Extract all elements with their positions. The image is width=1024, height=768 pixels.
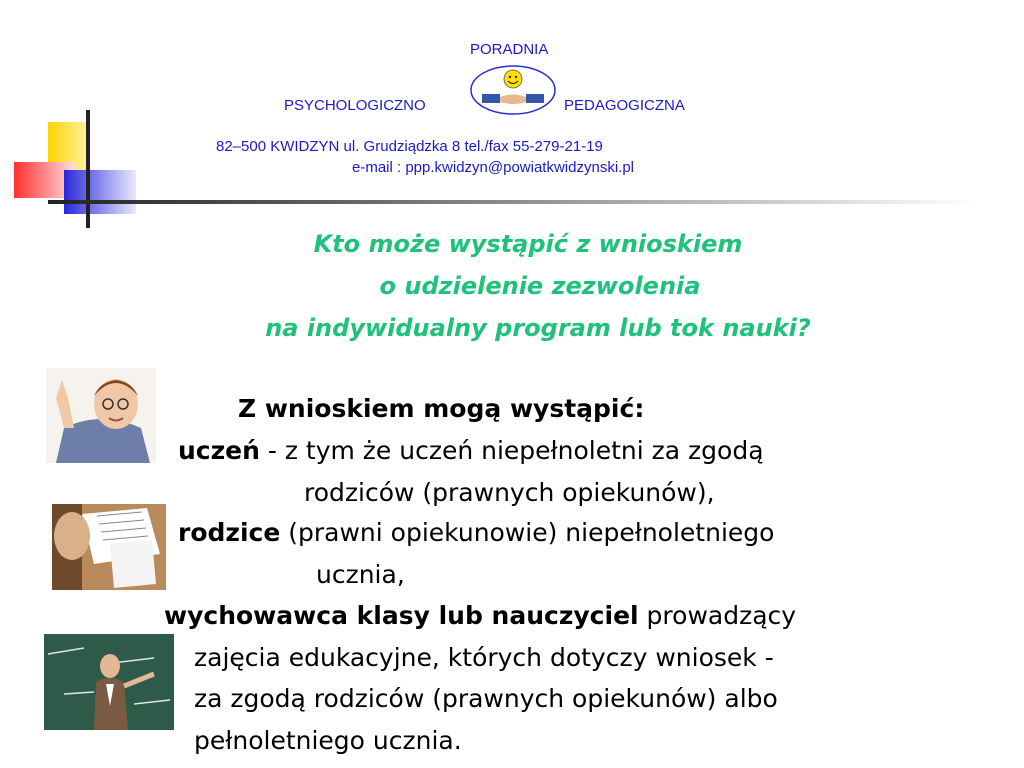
list-item-uczen — [178, 436, 764, 465]
content-heading: Z wnioskiem mogą wystąpić: — [238, 394, 645, 423]
item3-bold: wychowawca klasy lub nauczyciel — [164, 601, 639, 630]
item3-continuation-3: pełnoletniego ucznia. — [194, 726, 462, 755]
parents-reading-photo — [52, 504, 166, 590]
item3-text: prowadzący — [638, 601, 797, 630]
item2-continuation: ucznia, — [316, 560, 405, 589]
list-item-rodzice — [178, 518, 774, 547]
header-address: 82–500 KWIDZYN ul. Grudziądzka 8 tel./fax 55-279-21-19 — [216, 138, 603, 155]
title-line2: o udzielenie zezwolenia — [379, 272, 701, 300]
header-left-word: PSYCHOLOGICZNO — [284, 97, 426, 114]
item2-bold: rodzice — [178, 518, 281, 547]
title-line1: Kto może wystąpić z wnioskiem — [313, 230, 743, 258]
teacher-photo — [44, 634, 174, 730]
item1-bold: uczeń — [178, 436, 260, 465]
title-line3: na indywidualny program lub tok nauki? — [265, 314, 811, 342]
header-line1: PORADNIA — [470, 41, 549, 58]
item1-continuation: rodziców (prawnych opiekunów), — [304, 478, 715, 507]
item3-continuation-2: za zgodą rodziców (prawnych opiekunów) albo — [194, 684, 778, 713]
boy-photo — [46, 368, 156, 463]
list-item-wychowawca — [164, 601, 796, 630]
item2-text: (prawni opiekunowie) niepełnoletniego — [280, 518, 775, 547]
item3-continuation-1: zajęcia edukacyjne, których dotyczy wniosek - — [194, 643, 774, 672]
logo — [468, 64, 558, 116]
item1-text: - z tym że uczeń niepełnoletni za zgodą — [259, 436, 764, 465]
header-right-word: PEDAGOGICZNA — [564, 97, 685, 114]
header-email: e-mail : ppp.kwidzyn@powiatkwidzynski.pl — [352, 159, 634, 176]
